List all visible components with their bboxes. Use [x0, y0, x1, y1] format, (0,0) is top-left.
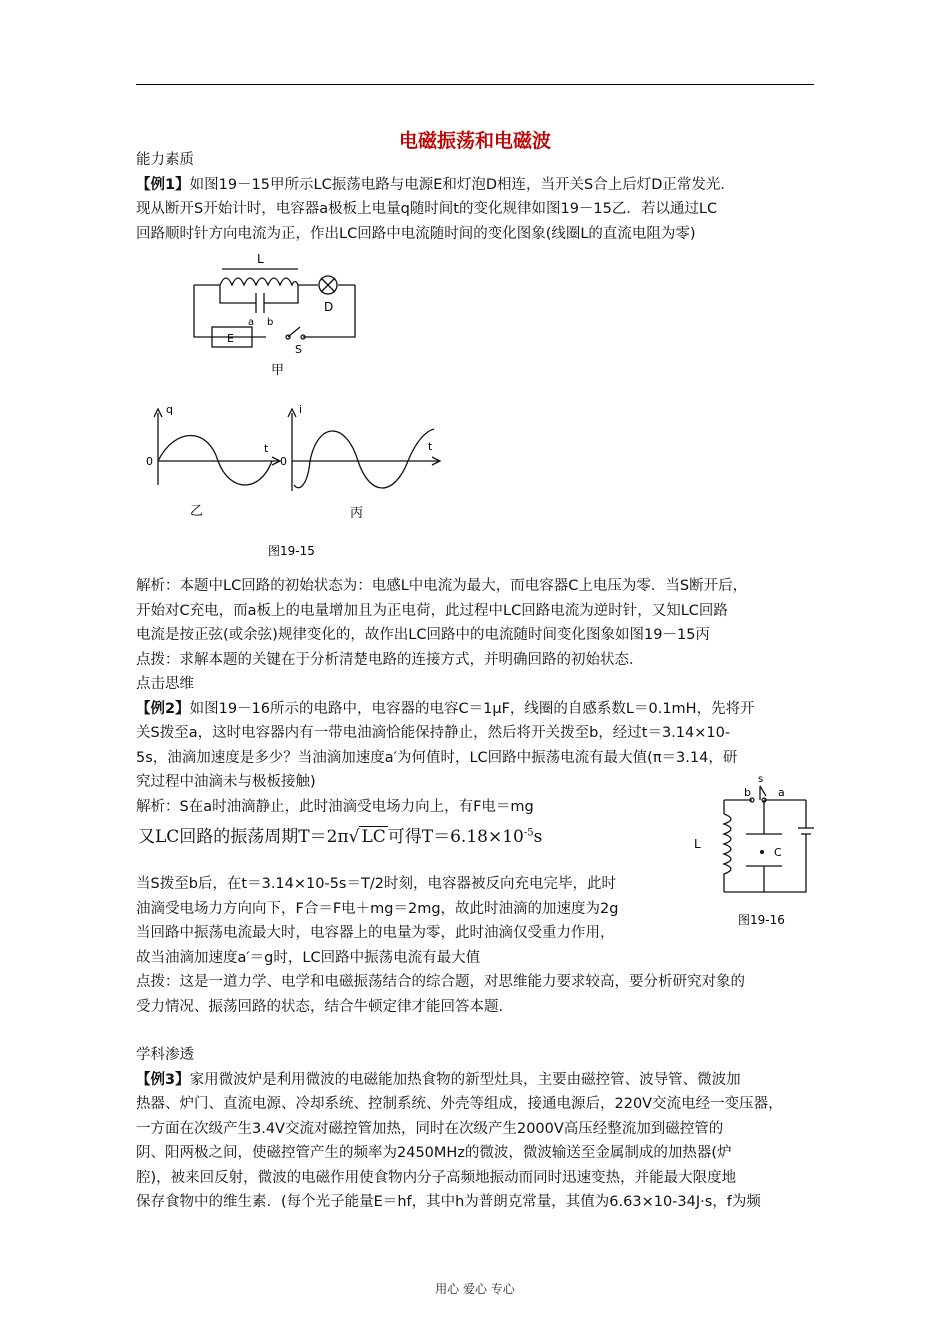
header-rule	[136, 84, 814, 85]
example2-analysis5: 故当油滴加速度a′＝g时，LC回路中振荡电流有最大值	[136, 949, 481, 966]
example2-analysis4: 当回路中振荡电流最大时，电容器上的电量为零，此时油滴仅受重力作用，	[136, 925, 615, 941]
graph-bing-axis-i: i	[299, 403, 303, 416]
section-heading-ability: 能力素质	[136, 152, 194, 168]
example1-text3: 回路顺时针方向电流为正，作出LC回路中电流随时间的变化图象(线圈L的直流电阻为零)	[136, 225, 696, 242]
example2-text4: 究过程中油滴未与极板接触)	[136, 774, 316, 790]
example3-text3: 一方面在次级产生3.4V交流对磁控管加热，同时在次级产生2000V高压经整流加到磁控管的	[136, 1120, 724, 1137]
graph-yi-axis-t: t	[264, 442, 269, 455]
fig1-label-L: L	[257, 252, 264, 266]
page-footer: 用心 爱心 专心	[435, 1282, 515, 1296]
fig2-label-s: s	[758, 774, 764, 785]
example1-analysis1: 解析：本题中LC回路的初始状态为：电感L中电流为最大，而电容器C上电压为零．当S断开后，	[136, 578, 748, 594]
fig1-label-jia: 甲	[271, 363, 285, 378]
sqrt-sign: √	[348, 827, 360, 847]
fig1-label-b: b	[267, 317, 274, 328]
graph-bing-label: 丙	[350, 506, 364, 521]
example1-text2: 现从断开S开始计时，电容器a极板上电量q随时间t的变化规律如图19－15乙．若以通过LC	[136, 201, 718, 217]
formula-result: 可得T＝6.18×10	[387, 827, 524, 847]
example3-text1: 家用微波炉是利用微波的电磁能加热食物的新型灶具，主要由磁控管、波导管、微波加	[189, 1071, 741, 1088]
formula-prefix: 又LC回路的振荡周期T＝2π	[138, 827, 349, 847]
example1-tag: 【例1】	[136, 176, 190, 193]
formula-exponent: -5	[523, 827, 534, 839]
figure-19-16	[688, 770, 828, 930]
example3-text6: 保存食物中的维生素．(每个光子能量E＝hf，其中h为普朗克常量，其值为6.63×10-34J·s，f为频	[136, 1194, 761, 1210]
example1-analysis2: 开始对C充电，而a板上的电量增加且为正电荷，此过程中LC回路电流为逆时针，又知LC回路	[136, 602, 728, 619]
fig2-label-L: L	[694, 837, 701, 851]
fig2-label-b: b	[744, 786, 751, 799]
example3-line1	[136, 1068, 816, 1093]
graph-yi-axis-q: q	[166, 403, 173, 416]
example2-tag: 【例2】	[136, 700, 190, 717]
formula-radicand: LC	[361, 827, 386, 847]
example3-text5: 腔)，被来回反射，微波的电磁作用使食物内分子高频地振动而同时迅速变热，并能最大限度地	[136, 1169, 737, 1186]
example3-tag: 【例3】	[136, 1071, 190, 1088]
graph-yi-label: 乙	[190, 504, 204, 519]
graph-bing-axis-t: t	[428, 440, 433, 453]
example1-line1	[136, 173, 816, 198]
example2-analysis1: 解析：S在a时油滴静止，此时油滴受电场力向上，有F电＝mg	[136, 799, 534, 815]
example2-analysis3: 油滴受电场力方向向下，F合＝F电＋mg＝2mg，故此时油滴的加速度为2g	[136, 900, 619, 917]
example3-text4: 阴、阳两极之间，使磁控管产生的频率为2450MHz的微波，微波输送至金属制成的加热器(炉	[136, 1145, 732, 1161]
example2-tip2: 受力情况、振荡回路的状态，结合牛顿定律才能回答本题．	[136, 998, 513, 1015]
example1-analysis3: 电流是按正弦(或余弦)规律变化的，故作出LC回路中的电流随时间变化图象如图19－15丙	[136, 627, 710, 643]
example3-text2: 热器、炉门、直流电源、冷却系统、控制系统、外壳等组成，接通电源后，220V交流电经一变压器，	[136, 1096, 783, 1112]
section-heading-crossover: 学科渗透	[136, 1047, 194, 1063]
fig1-label-E: E	[227, 332, 234, 345]
figure-19-15	[130, 245, 450, 570]
section-heading-thinking: 点击思维	[136, 676, 194, 692]
graph-bing-origin: 0	[280, 455, 287, 468]
example2-text2: 关S拨至a，这时电容器内有一带电油滴恰能保持静止，然后将开关拨至b，经过t＝3.14×10-	[136, 725, 731, 741]
figure-19-16-caption: 图19-16	[738, 913, 785, 927]
period-formula	[138, 822, 542, 847]
example1-tip: 点拨：求解本题的关键在于分析清楚电路的连接方式，并明确回路的初始状态．	[136, 651, 644, 668]
fig1-label-S: S	[295, 343, 302, 356]
page-title: 电磁振荡和电磁波	[398, 130, 551, 152]
fig2-label-C: C	[774, 846, 782, 859]
example2-tip1: 点拨：这是一道力学、电学和电磁振荡结合的综合题，对思维能力要求较高，要分析研究对象的	[136, 974, 745, 990]
example1-text1: 如图19－15甲所示LC振荡电路与电源E和灯泡D相连，当开关S合上后灯D正常发光．	[189, 176, 735, 193]
example2-text3: 5s，油滴加速度是多少？当油滴加速度a′为何值时，LC回路中振荡电流有最大值(π＝3.14，研	[136, 749, 738, 766]
fig1-label-a: a	[248, 317, 255, 328]
example2-analysis2: 当S拨至b后，在t＝3.14×10-5s＝T/2时刻，电容器被反向充电完毕，此时	[136, 876, 616, 892]
fig1-label-D: D	[324, 300, 334, 314]
example2-text1: 如图19－16所示的电路中，电容器的电容C＝1μF，线圈的自感系数L＝0.1mH，先将开	[189, 700, 755, 717]
graph-yi-origin: 0	[146, 455, 153, 468]
formula-unit: s	[533, 827, 543, 847]
example2-line1	[136, 697, 816, 722]
fig2-label-a: a	[778, 786, 785, 799]
oil-drop	[760, 850, 764, 854]
figure-19-15-caption: 图19-15	[268, 544, 315, 558]
graph-bing-curve	[294, 429, 434, 488]
graph-yi-curve	[158, 436, 272, 486]
